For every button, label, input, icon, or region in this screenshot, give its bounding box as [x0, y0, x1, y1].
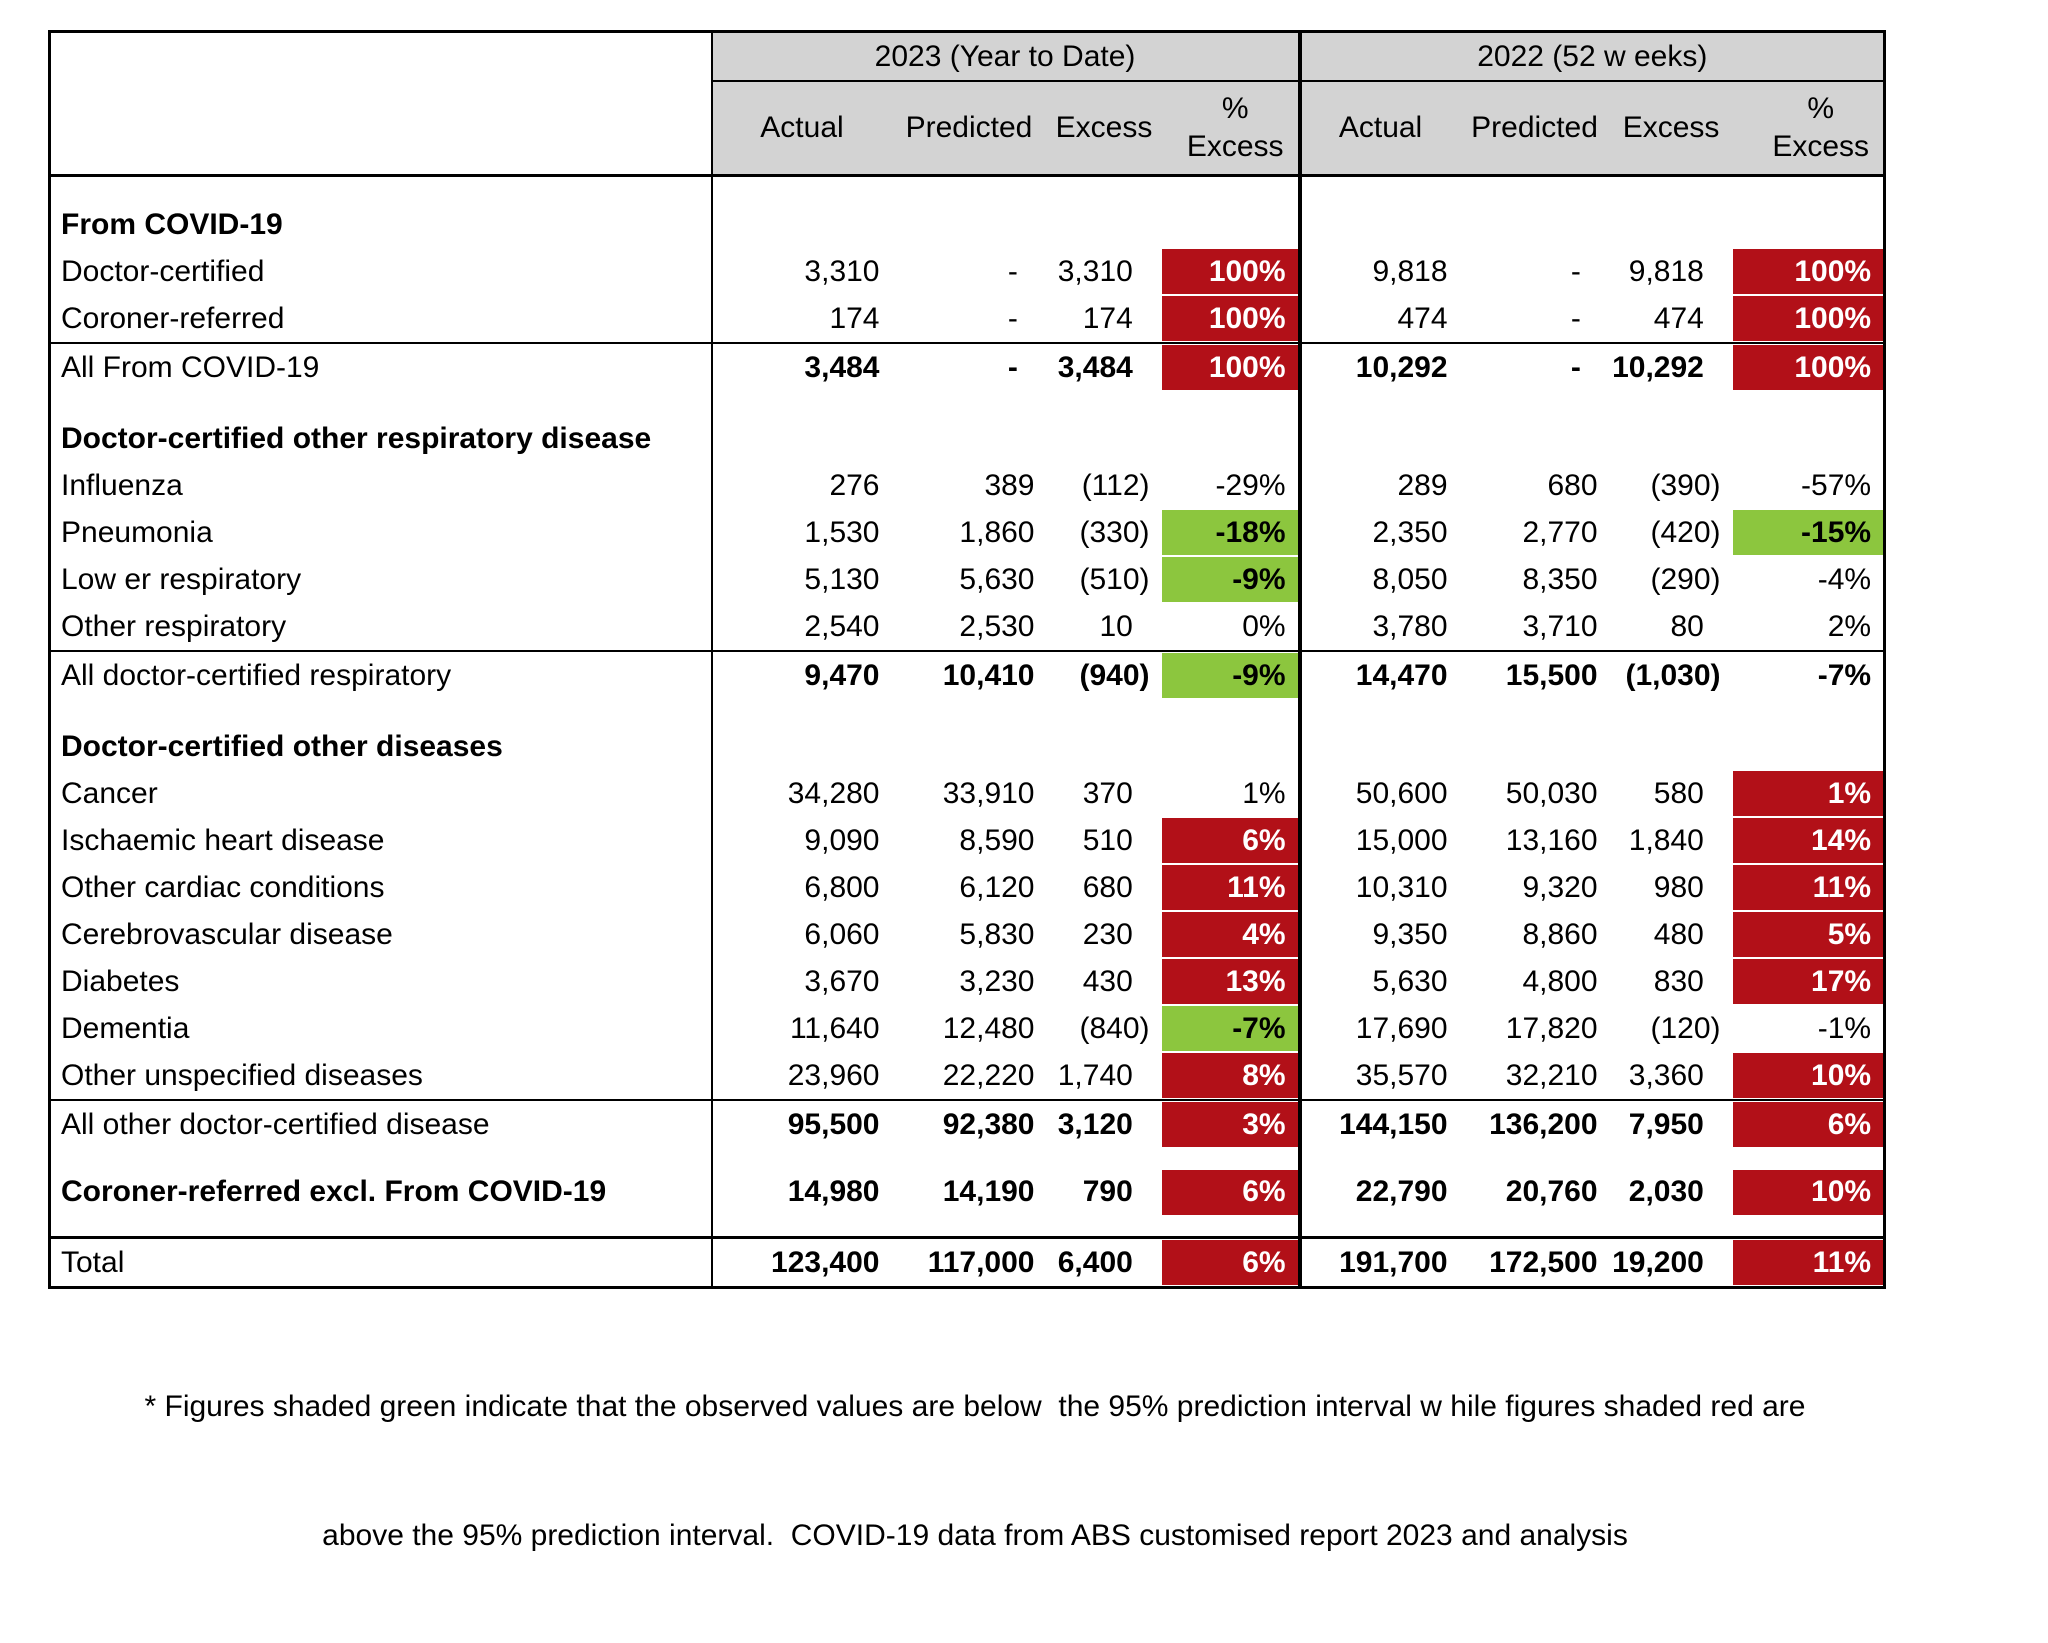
table-row — [50, 509, 1885, 556]
cell-pct-excess-2022 — [1733, 911, 1885, 958]
pct-plain: -1% — [1817, 1011, 1872, 1045]
cell-actual-2022: 9,818 — [1300, 248, 1460, 295]
cell-p1 — [892, 391, 1047, 462]
pct-plain: -29% — [1215, 468, 1286, 502]
pct-shaded-green: -7% — [1162, 1006, 1298, 1051]
table-row — [50, 343, 1885, 391]
pct-shaded-red: 6% — [1162, 818, 1298, 863]
cell-pct-excess-2022 — [1733, 462, 1885, 509]
cell-pct-excess-2023 — [1162, 343, 1300, 391]
cell-a2 — [1300, 391, 1460, 462]
cell-actual-2022: 2,350 — [1300, 509, 1460, 556]
cell-pct-excess-2022 — [1733, 1100, 1885, 1148]
footnote-line-1: * Figures shaded green indicate that the observed values are below the 95% prediction interval w hile figures shaded red are — [144, 1390, 1806, 1423]
cell-excess-2023: 370 — [1082, 776, 1150, 810]
table-row — [50, 248, 1885, 295]
cell-pct-excess-2022 — [1733, 556, 1885, 603]
cell-actual-2023: 23,960 — [787, 1058, 880, 1092]
cell-e1 — [1047, 699, 1162, 770]
pct-plain — [1162, 725, 1298, 770]
row-label: All other doctor-certified disease — [50, 1100, 712, 1148]
table-body — [50, 176, 1885, 1288]
cell-excess-2022: (420) — [1650, 515, 1721, 549]
cell-pct-excess-2022 — [1733, 1148, 1885, 1238]
cell-pe1 — [1162, 391, 1300, 462]
cell-excess-2022: 80 — [1670, 609, 1721, 643]
pct-shaded-red: 1% — [1733, 771, 1884, 816]
cell-predicted-2023: 1,860 — [959, 515, 1035, 549]
cell-predicted-2022: 9,320 — [1522, 870, 1598, 904]
row-label: Doctor-certified other diseases — [50, 699, 712, 770]
cell-pct-excess-2023 — [1162, 462, 1300, 509]
pct-shaded-red: 10% — [1733, 1053, 1884, 1098]
cell-predicted-2023: 5,830 — [959, 917, 1035, 951]
group-header-row — [50, 32, 1885, 82]
cell-pct-excess-2023 — [1162, 958, 1300, 1005]
cell-e2 — [1610, 176, 1733, 249]
cell-p2 — [1460, 176, 1610, 249]
cell-excess-2023: 510 — [1082, 823, 1150, 857]
table-row — [50, 1238, 1885, 1288]
cell-pe2 — [1733, 391, 1885, 462]
cell-p1 — [892, 699, 1047, 770]
cell-excess-2023: 174 — [1082, 301, 1150, 335]
col-header-predicted-2022: Predicted — [1460, 81, 1610, 176]
cell-excess-2023: (510) — [1079, 562, 1150, 596]
col-header-predicted-2023: Predicted — [892, 81, 1047, 176]
cell-predicted-2022: 50,030 — [1505, 776, 1598, 810]
cell-predicted-2022: 4,800 — [1522, 964, 1598, 998]
cell-pct-excess-2022 — [1733, 651, 1885, 699]
cell-a2 — [1300, 699, 1460, 770]
row-label: Coroner-referred — [50, 295, 712, 343]
cell-pct-excess-2023 — [1162, 864, 1300, 911]
table-row — [50, 1052, 1885, 1100]
pct-shaded-red: 11% — [1733, 865, 1884, 910]
cell-pct-excess-2022 — [1733, 1005, 1885, 1052]
col-header-actual-2022: Actual — [1300, 81, 1460, 176]
pct-shaded-green: -18% — [1162, 510, 1298, 555]
cell-actual-2023: 3,310 — [804, 254, 880, 288]
cell-pe1 — [1162, 699, 1300, 770]
cell-actual-2023: 5,130 — [804, 562, 880, 596]
cell-excess-2023: 680 — [1082, 870, 1150, 904]
table-row — [50, 817, 1885, 864]
cell-pct-excess-2022 — [1733, 248, 1885, 295]
cell-predicted-2022: 20,760 — [1505, 1175, 1598, 1208]
cell-excess-2022: (390) — [1650, 468, 1721, 502]
cell-pct-excess-2022 — [1733, 343, 1885, 391]
cell-a1 — [712, 391, 892, 462]
footnote — [40, 1299, 1910, 1643]
cell-excess-2022: 2,030 — [1628, 1175, 1721, 1208]
pct-shaded-red: 11% — [1162, 865, 1298, 910]
table-row — [50, 699, 1885, 770]
cell-actual-2023: 9,090 — [804, 823, 880, 857]
cell-excess-2022: 980 — [1653, 870, 1721, 904]
pct-shaded-red: 11% — [1733, 1240, 1884, 1285]
cell-predicted-2022: 680 — [1547, 468, 1598, 502]
cell-e2 — [1610, 391, 1733, 462]
col-header-excess-2023: Excess — [1047, 81, 1162, 176]
cell-excess-2022: 19,200 — [1610, 1238, 1733, 1288]
cell-excess-2022: 7,950 — [1610, 1100, 1733, 1148]
cell-p2 — [1460, 391, 1610, 462]
cell-actual-2022: 15,000 — [1300, 817, 1460, 864]
cell-excess-2023: (840) — [1079, 1011, 1150, 1045]
cell-excess-2023: (330) — [1079, 515, 1150, 549]
cell-predicted-2022: 8,350 — [1522, 562, 1598, 596]
cell-actual-2023: 9,470 — [712, 651, 892, 699]
table-row — [50, 770, 1885, 817]
cell-actual-2023: 276 — [829, 468, 880, 502]
cell-a1 — [712, 699, 892, 770]
pct-word: Excess — [1186, 130, 1284, 163]
pct-plain: -57% — [1801, 468, 1872, 502]
cell-excess-2023: (112) — [1081, 468, 1150, 502]
cell-predicted-2023: 14,190 — [942, 1175, 1035, 1208]
cell-actual-2022: 10,310 — [1300, 864, 1460, 911]
pct-sign: % — [1221, 92, 1249, 125]
cell-excess-2022: 1,840 — [1628, 823, 1721, 857]
cell-predicted-2022: 136,200 — [1460, 1100, 1610, 1148]
group-header-2023: 2023 (Year to Date) — [712, 32, 1300, 82]
table-row — [50, 651, 1885, 699]
cell-actual-2022: 22,790 — [1300, 1148, 1460, 1238]
col-header-pct-excess-2023 — [1162, 81, 1300, 176]
cell-actual-2022: 144,150 — [1300, 1100, 1460, 1148]
cell-actual-2022: 35,570 — [1300, 1052, 1460, 1100]
cell-pct-excess-2022 — [1733, 1238, 1885, 1288]
cell-pct-excess-2022 — [1733, 817, 1885, 864]
cell-pe2 — [1733, 176, 1885, 249]
cell-pct-excess-2022 — [1733, 295, 1885, 343]
cell-predicted-2023: 389 — [984, 468, 1035, 502]
cell-e2 — [1610, 699, 1733, 770]
cell-actual-2023: 2,540 — [804, 609, 880, 643]
cell-predicted-2023: 33,910 — [942, 776, 1035, 810]
cell-p1 — [892, 176, 1047, 249]
excess-mortality-table — [48, 30, 1886, 1289]
row-label: Other respiratory — [50, 603, 712, 651]
table-row — [50, 295, 1885, 343]
cell-excess-2022: 830 — [1653, 964, 1721, 998]
pct-shaded-red: 100% — [1162, 345, 1298, 390]
cell-actual-2022: 8,050 — [1300, 556, 1460, 603]
table-row — [50, 391, 1885, 462]
cell-actual-2023: 3,484 — [712, 343, 892, 391]
footnote-line-2: above the 95% prediction interval. COVID-19 data from ABS customised report 2023 and analysis — [322, 1519, 1628, 1552]
cell-pct-excess-2023 — [1162, 1052, 1300, 1100]
table-row — [50, 1005, 1885, 1052]
pct-shaded-red: 100% — [1733, 296, 1884, 341]
cell-pe2 — [1733, 699, 1885, 770]
cell-pct-excess-2022 — [1733, 864, 1885, 911]
cell-predicted-2022: 172,500 — [1460, 1238, 1610, 1288]
col-header-actual-2023: Actual — [712, 81, 892, 176]
cell-predicted-2023: 5,630 — [959, 562, 1035, 596]
cell-pct-excess-2023 — [1162, 603, 1300, 651]
cell-predicted-2022: 15,500 — [1460, 651, 1610, 699]
pct-shaded-red: 100% — [1162, 296, 1298, 341]
cell-predicted-2023: 117,000 — [892, 1238, 1047, 1288]
pct-shaded-red: 10% — [1733, 1170, 1884, 1215]
cell-excess-2022: 480 — [1653, 917, 1721, 951]
cell-excess-2023: 3,310 — [1057, 254, 1150, 288]
cell-actual-2023: 95,500 — [712, 1100, 892, 1148]
cell-actual-2022: 289 — [1300, 462, 1460, 509]
col-header-excess-2022: Excess — [1610, 81, 1733, 176]
cell-p2 — [1460, 699, 1610, 770]
cell-predicted-2022: 2,770 — [1522, 515, 1598, 549]
pct-sign: % — [1807, 92, 1835, 125]
row-label: Other cardiac conditions — [50, 864, 712, 911]
cell-actual-2022: 191,700 — [1300, 1238, 1460, 1288]
cell-actual-2023: 174 — [829, 301, 880, 335]
col-header-pct-excess-2022 — [1733, 81, 1885, 176]
cell-a1 — [712, 176, 892, 249]
cell-predicted-2023: 10,410 — [892, 651, 1047, 699]
cell-predicted-2023: 8,590 — [959, 823, 1035, 857]
pct-plain — [1733, 725, 1884, 770]
cell-predicted-2023: 6,120 — [959, 870, 1035, 904]
row-label: Pneumonia — [50, 509, 712, 556]
cell-pct-excess-2023 — [1162, 911, 1300, 958]
cell-a2 — [1300, 176, 1460, 249]
cell-predicted-2022: 32,210 — [1505, 1058, 1598, 1092]
cell-predicted-2023: 12,480 — [942, 1011, 1035, 1045]
cell-excess-2022: 3,360 — [1628, 1058, 1721, 1092]
table-row — [50, 1100, 1885, 1148]
cell-predicted-2023: - — [1007, 254, 1035, 288]
pct-shaded-red: 6% — [1733, 1102, 1884, 1147]
cell-excess-2023: 3,484 — [1047, 343, 1162, 391]
pct-shaded-red: 100% — [1733, 345, 1884, 390]
row-label: All From COVID-19 — [50, 343, 712, 391]
table-row — [50, 958, 1885, 1005]
cell-pct-excess-2023 — [1162, 248, 1300, 295]
corner-cell — [50, 32, 712, 176]
cell-actual-2022: 17,690 — [1300, 1005, 1460, 1052]
pct-shaded-red: 14% — [1733, 818, 1884, 863]
cell-pe1 — [1162, 176, 1300, 249]
cell-predicted-2023: - — [1007, 301, 1035, 335]
pct-plain — [1162, 203, 1298, 248]
cell-pct-excess-2023 — [1162, 770, 1300, 817]
table-row — [50, 556, 1885, 603]
cell-pct-excess-2022 — [1733, 770, 1885, 817]
cell-excess-2023: 3,120 — [1047, 1100, 1162, 1148]
cell-pct-excess-2023 — [1162, 1100, 1300, 1148]
cell-e1 — [1047, 391, 1162, 462]
pct-shaded-red: 3% — [1162, 1102, 1298, 1147]
cell-pct-excess-2023 — [1162, 556, 1300, 603]
cell-actual-2022: 9,350 — [1300, 911, 1460, 958]
cell-actual-2022: 474 — [1300, 295, 1460, 343]
row-label: Cerebrovascular disease — [50, 911, 712, 958]
cell-actual-2022: 3,780 — [1300, 603, 1460, 651]
pct-shaded-red: 6% — [1162, 1170, 1298, 1215]
pct-plain — [1733, 417, 1884, 462]
cell-pct-excess-2022 — [1733, 958, 1885, 1005]
pct-shaded-red: 100% — [1162, 249, 1298, 294]
excess-mortality-report-page — [0, 30, 2048, 1552]
row-label: Other unspecified diseases — [50, 1052, 712, 1100]
row-label: Influenza — [50, 462, 712, 509]
cell-predicted-2022: - — [1460, 343, 1610, 391]
row-label: All doctor-certified respiratory — [50, 651, 712, 699]
cell-pct-excess-2022 — [1733, 603, 1885, 651]
cell-predicted-2022: 17,820 — [1505, 1011, 1598, 1045]
pct-plain — [1733, 203, 1884, 248]
row-label: Low er respiratory — [50, 556, 712, 603]
pct-shaded-red: 6% — [1162, 1240, 1298, 1285]
table-row — [50, 176, 1885, 249]
cell-excess-2023: 430 — [1082, 964, 1150, 998]
cell-actual-2022: 10,292 — [1300, 343, 1460, 391]
cell-predicted-2023: 92,380 — [892, 1100, 1047, 1148]
cell-e1 — [1047, 176, 1162, 249]
cell-actual-2023: 11,640 — [789, 1011, 880, 1045]
pct-shaded-red: 17% — [1733, 959, 1884, 1004]
cell-actual-2022: 14,470 — [1300, 651, 1460, 699]
pct-word: Excess — [1772, 130, 1870, 163]
cell-excess-2023: 10 — [1099, 609, 1150, 643]
table-row — [50, 462, 1885, 509]
pct-plain: -4% — [1817, 562, 1872, 596]
cell-actual-2023: 1,530 — [804, 515, 880, 549]
cell-pct-excess-2023 — [1162, 1148, 1300, 1238]
cell-predicted-2023: - — [892, 343, 1047, 391]
cell-pct-excess-2023 — [1162, 1238, 1300, 1288]
cell-excess-2022: 474 — [1653, 301, 1721, 335]
row-label: Dementia — [50, 1005, 712, 1052]
row-label: Doctor-certified — [50, 248, 712, 295]
cell-predicted-2023: 2,530 — [959, 609, 1035, 643]
pct-plain: 2% — [1827, 609, 1872, 643]
row-label: Diabetes — [50, 958, 712, 1005]
cell-excess-2022: 10,292 — [1610, 343, 1733, 391]
pct-shaded-green: -15% — [1733, 510, 1884, 555]
group-header-2022: 2022 (52 w eeks) — [1300, 32, 1885, 82]
cell-pct-excess-2022 — [1733, 509, 1885, 556]
cell-actual-2022: 5,630 — [1300, 958, 1460, 1005]
row-label: Ischaemic heart disease — [50, 817, 712, 864]
row-label: Cancer — [50, 770, 712, 817]
pct-plain: 1% — [1242, 776, 1286, 810]
cell-excess-2023: (940) — [1047, 651, 1162, 699]
pct-plain — [1162, 417, 1298, 462]
cell-excess-2022: 9,818 — [1628, 254, 1721, 288]
cell-pct-excess-2022 — [1733, 1052, 1885, 1100]
row-label: From COVID-19 — [50, 176, 712, 249]
cell-excess-2023: 6,400 — [1047, 1238, 1162, 1288]
cell-pct-excess-2023 — [1162, 651, 1300, 699]
table-row — [50, 911, 1885, 958]
pct-plain: 0% — [1242, 609, 1286, 643]
cell-actual-2023: 14,980 — [787, 1175, 880, 1208]
cell-predicted-2023: 22,220 — [942, 1058, 1035, 1092]
pct-plain: -7% — [1817, 658, 1872, 692]
cell-excess-2022: (1,030) — [1610, 651, 1733, 699]
row-label: Coroner-referred excl. From COVID-19 — [50, 1148, 712, 1238]
cell-predicted-2022: - — [1570, 254, 1598, 288]
pct-shaded-red: 8% — [1162, 1053, 1298, 1098]
cell-excess-2022: (120) — [1650, 1011, 1721, 1045]
cell-actual-2023: 3,670 — [804, 964, 880, 998]
cell-excess-2023: 790 — [1082, 1175, 1150, 1208]
cell-actual-2023: 34,280 — [787, 776, 880, 810]
cell-excess-2023: 1,740 — [1057, 1058, 1150, 1092]
cell-excess-2022: (290) — [1650, 562, 1721, 596]
cell-predicted-2022: 13,160 — [1505, 823, 1598, 857]
cell-pct-excess-2023 — [1162, 509, 1300, 556]
row-label: Doctor-certified other respiratory disease — [50, 391, 712, 462]
cell-excess-2023: 230 — [1082, 917, 1150, 951]
cell-actual-2023: 6,060 — [804, 917, 880, 951]
table-row — [50, 864, 1885, 911]
pct-shaded-green: -9% — [1162, 653, 1298, 698]
pct-shaded-green: -9% — [1162, 557, 1298, 602]
cell-actual-2022: 50,600 — [1300, 770, 1460, 817]
row-label: Total — [50, 1238, 712, 1288]
cell-predicted-2022: 8,860 — [1522, 917, 1598, 951]
table-row — [50, 603, 1885, 651]
pct-shaded-red: 5% — [1733, 912, 1884, 957]
table-row — [50, 1148, 1885, 1238]
pct-shaded-red: 4% — [1162, 912, 1298, 957]
cell-predicted-2022: - — [1570, 301, 1598, 335]
cell-actual-2023: 123,400 — [712, 1238, 892, 1288]
pct-shaded-red: 100% — [1733, 249, 1884, 294]
cell-excess-2022: 580 — [1653, 776, 1721, 810]
cell-pct-excess-2023 — [1162, 1005, 1300, 1052]
cell-actual-2023: 6,800 — [804, 870, 880, 904]
cell-pct-excess-2023 — [1162, 817, 1300, 864]
cell-predicted-2023: 3,230 — [959, 964, 1035, 998]
cell-predicted-2022: 3,710 — [1522, 609, 1598, 643]
pct-shaded-red: 13% — [1162, 959, 1298, 1004]
cell-pct-excess-2023 — [1162, 295, 1300, 343]
